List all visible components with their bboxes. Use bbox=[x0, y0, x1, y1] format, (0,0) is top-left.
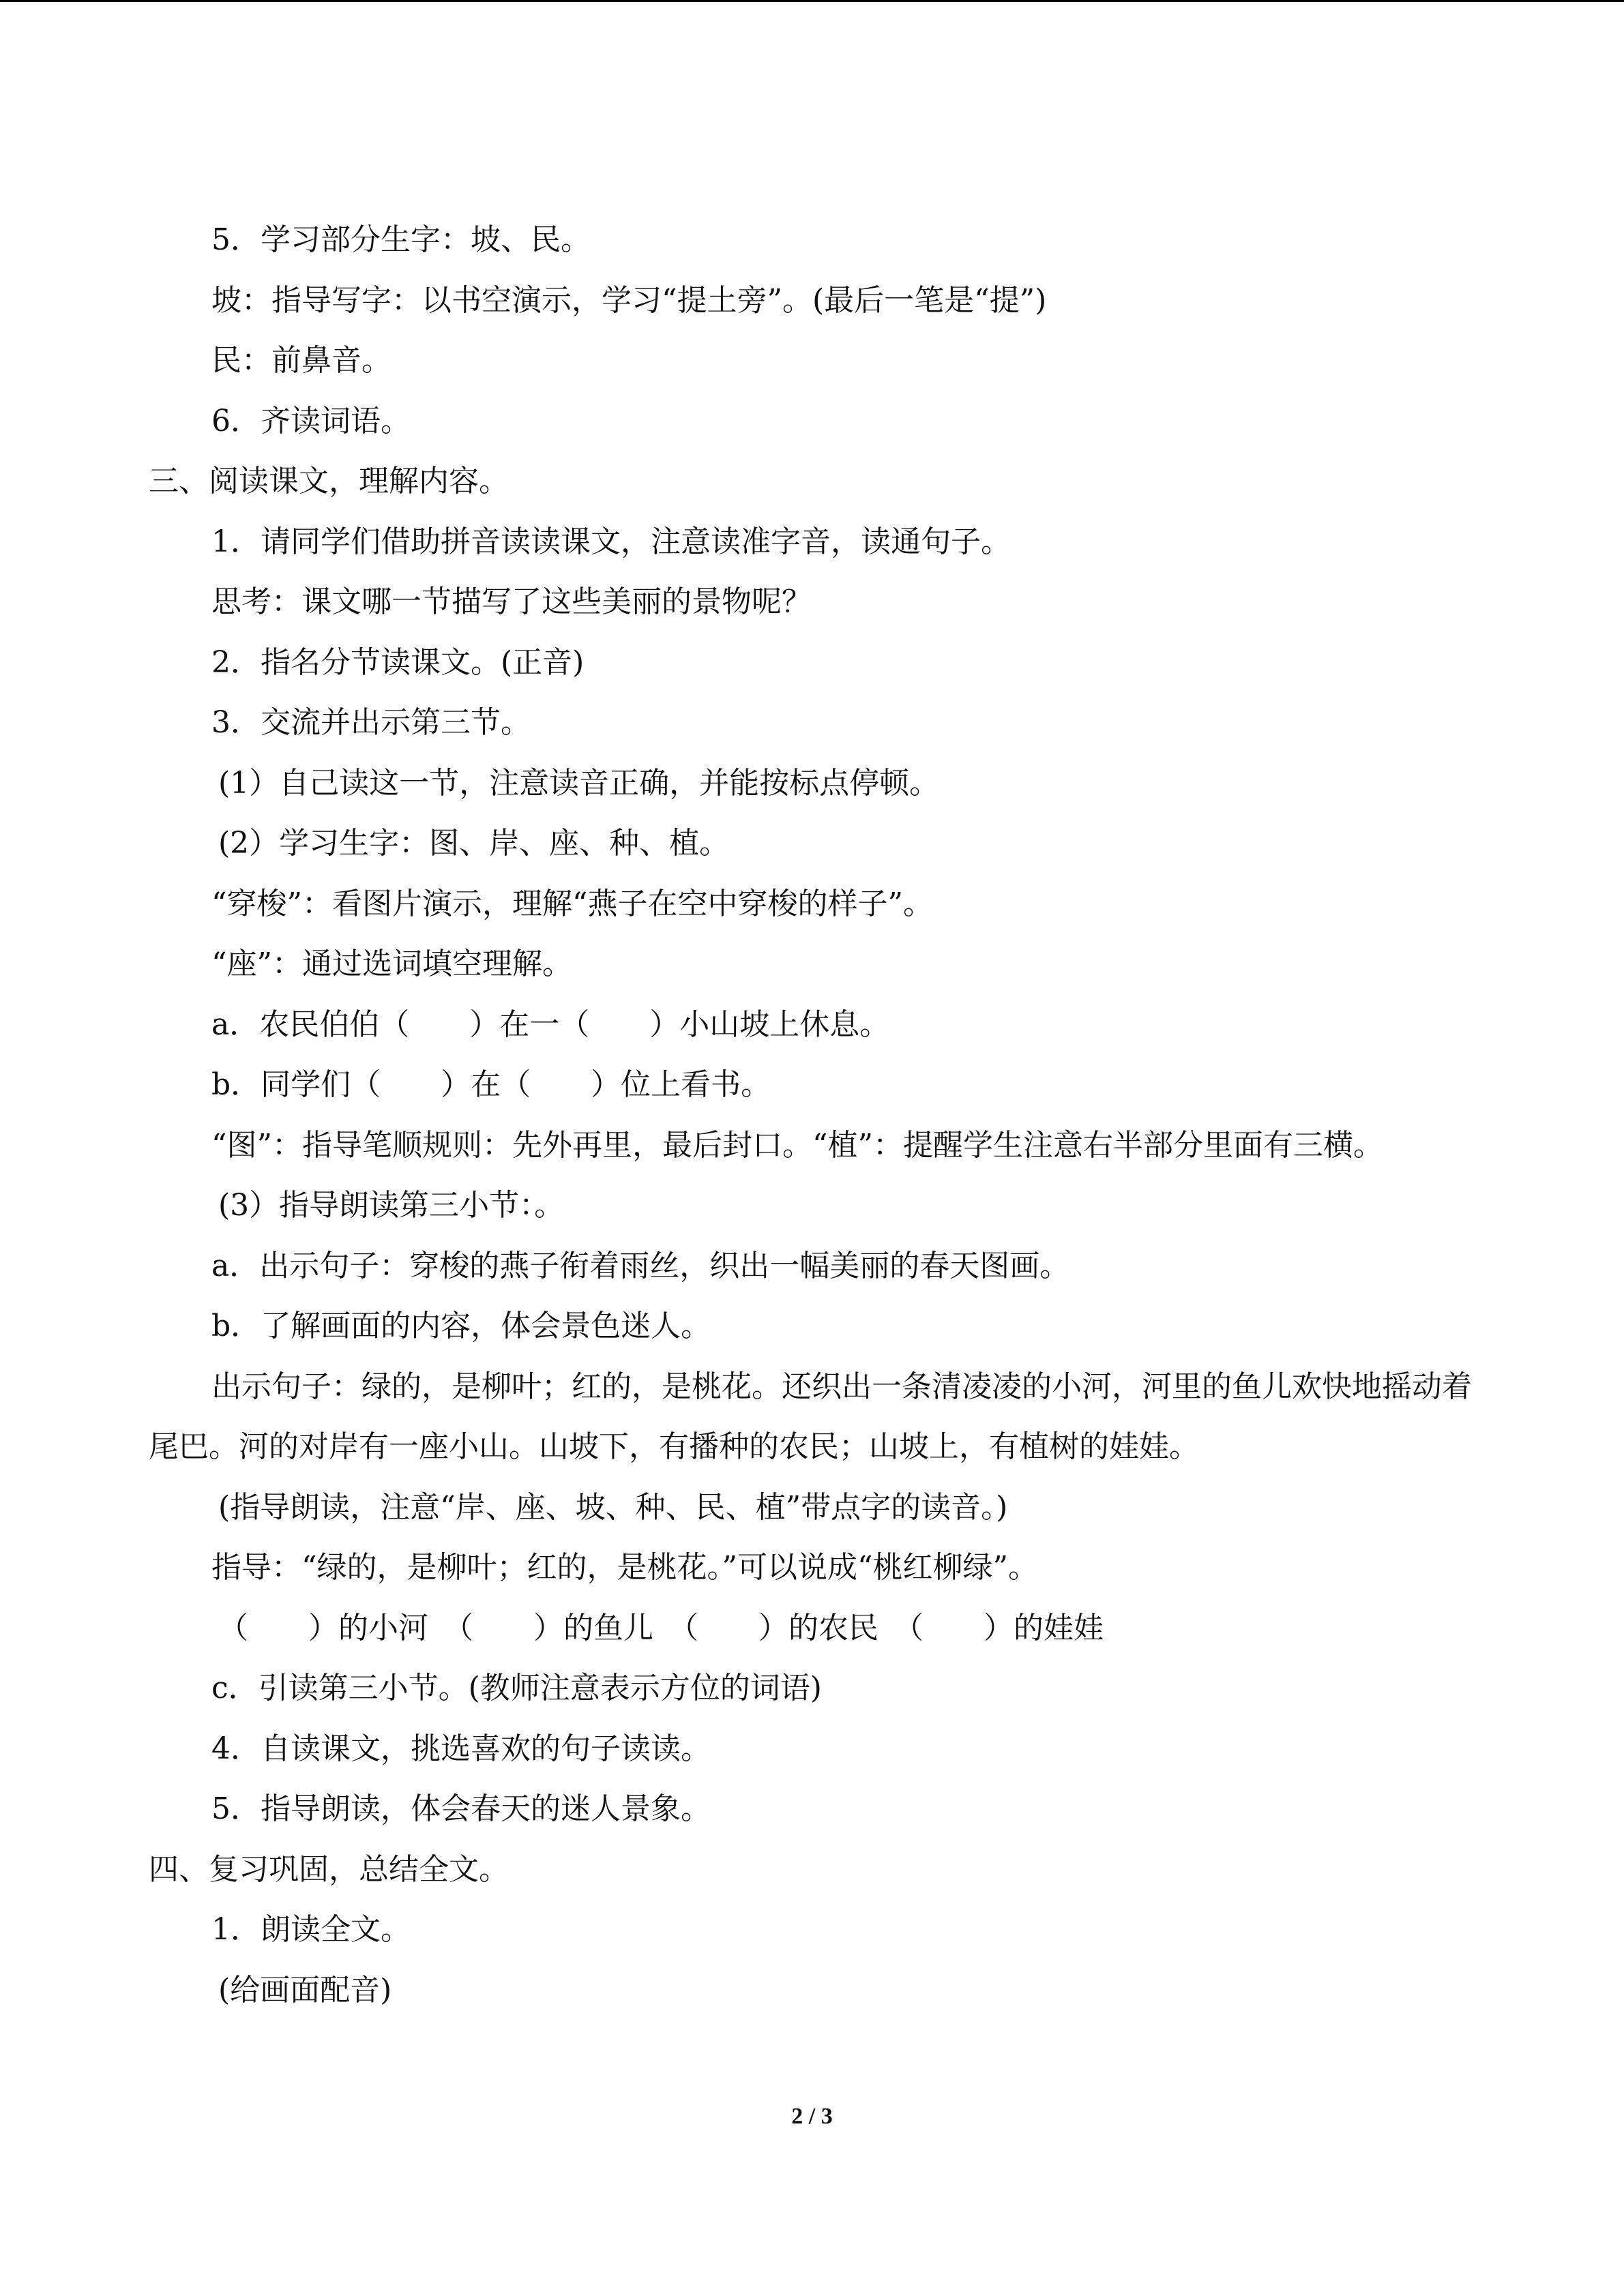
text-line: 6．齐读词语。 bbox=[211, 403, 411, 438]
section-heading: 四、复习巩固，总结全文。 bbox=[149, 1851, 509, 1887]
text-line: 思考：课文哪一节描写了这些美丽的景物呢？ bbox=[211, 584, 812, 619]
text-line: (1）自己读这一节，注意读音正确，并能按标点停顿。 bbox=[218, 765, 940, 801]
text-line: a．农民伯伯（ ）在一（ ）小山坡上休息。 bbox=[211, 1007, 890, 1042]
text-line: (3）指导朗读第三小节：。 bbox=[218, 1188, 565, 1223]
text-line: “穿梭”：看图片演示，理解“燕子在空中穿梭的样子”。 bbox=[211, 886, 933, 921]
fill-in-blanks-line: （ ）的小河 （ ）的鱼儿 （ ）的农民 （ ）的娃娃 bbox=[218, 1610, 1104, 1645]
text-line: 3．交流并出示第三节。 bbox=[211, 705, 531, 740]
text-line: “座”：通过选词填空理解。 bbox=[211, 946, 572, 981]
text-line: (2）学习生字：图、岸、座、种、植。 bbox=[218, 826, 730, 861]
paragraph-show-sentence: 出示句子：绿的，是柳叶；红的，是桃花。还织出一条清凌凌的小河，河里的鱼儿欢快地摇动着尾巴。河的对岸有一座小山。山坡下，有播种的农民；山坡上，有植树的娃娃。 bbox=[149, 1369, 1472, 1464]
text-line: 指导：“绿的，是柳叶；红的，是桃花。”可以说成“桃红柳绿”。 bbox=[211, 1550, 1038, 1585]
text-line: b．了解画面的内容，体会景色迷人。 bbox=[211, 1309, 711, 1343]
text-line: c．引读第三小节。(教师注意表示方位的词语) bbox=[211, 1671, 822, 1705]
text-line: 坡：指导写字：以书空演示，学习“提土旁”。(最后一笔是“提”) bbox=[211, 282, 1047, 318]
section-heading: 三、阅读课文，理解内容。 bbox=[149, 464, 509, 498]
top-border-line bbox=[0, 0, 1624, 2]
text-line: 4．自读课文，挑选喜欢的句子读读。 bbox=[211, 1731, 711, 1766]
text-line: 5．指导朗读，体会春天的迷人景象。 bbox=[211, 1791, 711, 1826]
text-line: 1．朗读全文。 bbox=[211, 1912, 411, 1947]
text-line: (给画面配音) bbox=[218, 1972, 392, 2008]
page-number: 2 / 3 bbox=[791, 2104, 833, 2129]
document-body bbox=[149, 210, 1486, 2021]
paragraph-tu: “图”：指导笔顺规则：先外再里，最后封口。“植”：提醒学生注意右半部分里面有三横。 bbox=[211, 1127, 1383, 1163]
text-line: (指导朗读，注意“岸、座、坡、种、民、植”带点字的读音。) bbox=[218, 1489, 1008, 1525]
text-line: 1．请同学们借助拼音读读课文，注意读准字音，读通句子。 bbox=[211, 524, 1011, 559]
text-line: 5．学习部分生字：坡、民。 bbox=[211, 222, 591, 257]
text-line: 2．指名分节读课文。(正音) bbox=[211, 644, 585, 680]
text-line: b．同学们（ ）在（ ）位上看书。 bbox=[211, 1067, 771, 1102]
text-line: a．出示句子：穿梭的燕子衔着雨丝，织出一幅美丽的春天图画。 bbox=[211, 1248, 1070, 1283]
text-line: 民：前鼻音。 bbox=[211, 343, 392, 378]
